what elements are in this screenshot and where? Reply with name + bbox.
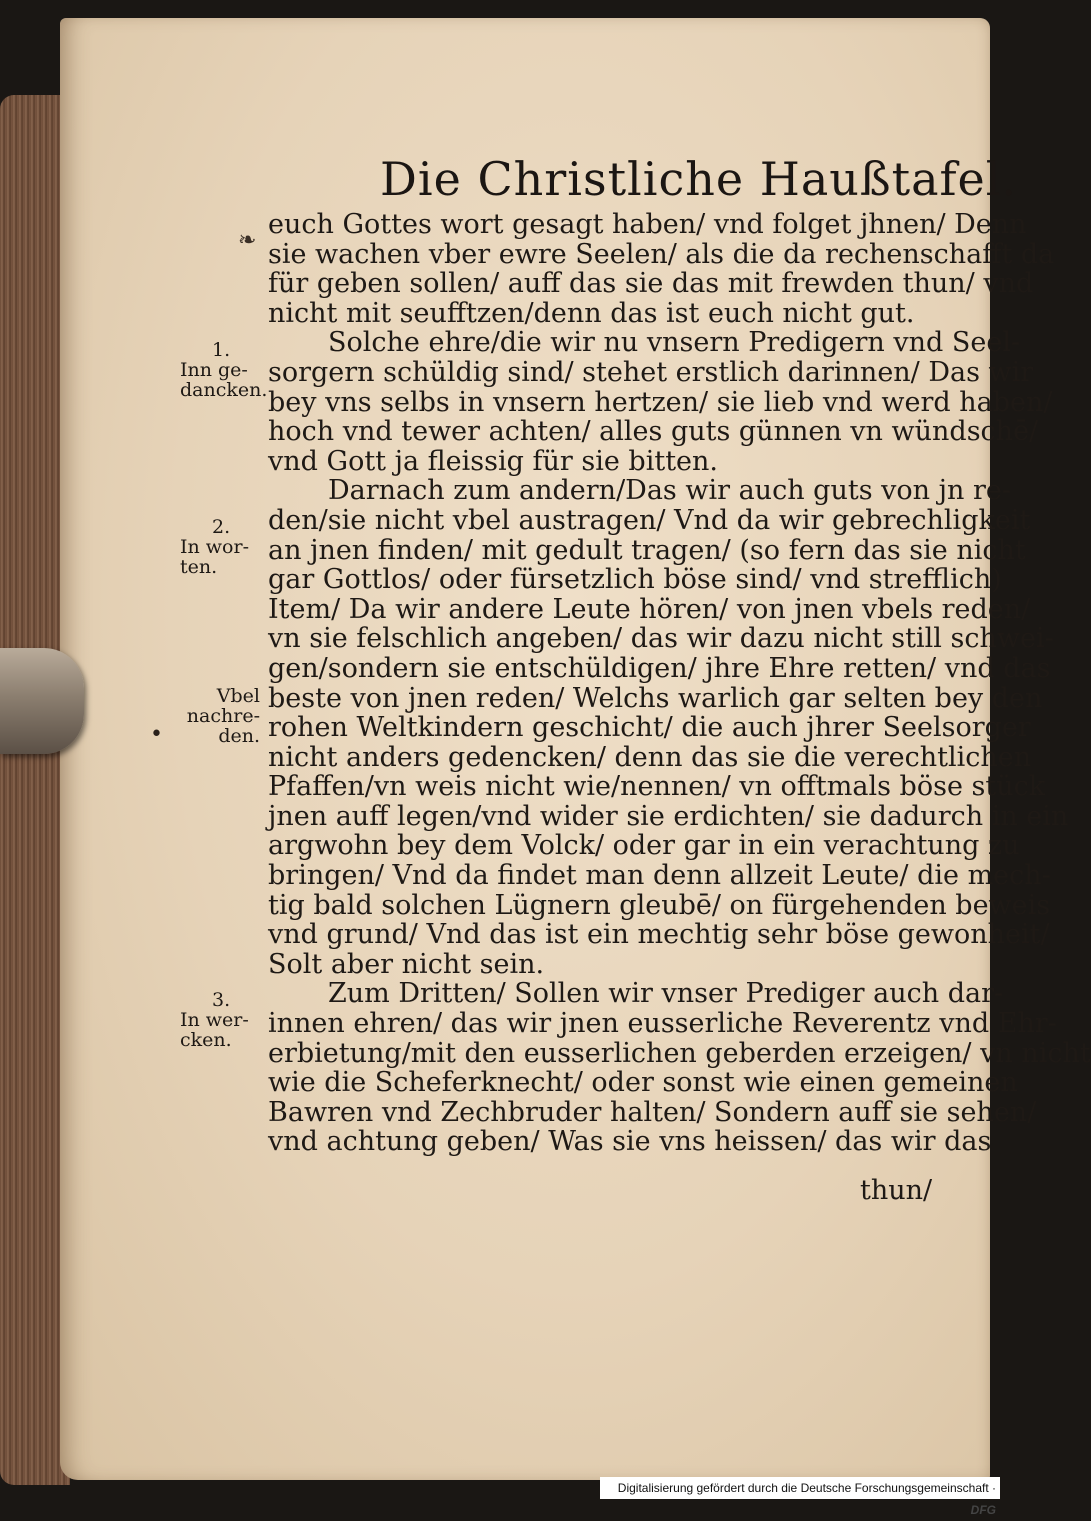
margin-note [180,686,270,746]
text-line: vn sie felschlich angeben/ das wir dazu nicht still schwei- [268,623,1054,655]
text-line: argwohn bey dem Volck/ oder gar in ein verachtung zu [268,830,1020,862]
text-line: beste von jnen reden/ Welchs warlich gar selten bey den [268,682,1043,714]
text-line: Solche ehre/die wir nu vnsern Predigern vnd Seel- [328,327,1021,359]
footer-credit [600,1477,1000,1517]
dfg-logo: DFG [970,1503,996,1517]
text-line: nicht anders gedencken/ denn das sie die verechtlichen [268,741,1032,773]
text-line: sie wachen vber ewre Seelen/ als die da rechenschafft da [268,238,1055,270]
text-line: vnd Gott ja fleissig für sie bitten. [268,445,718,477]
text-line: sorgern schüldig sind/ stehet erstlich darinnen/ Das wir [268,356,1034,388]
text-line: Solt aber nicht sein. [268,948,545,980]
text-line: vnd grund/ Vnd das ist ein mechtig sehr böse gewonheit/ [268,919,1050,951]
margin-note-text: Inn ge- dancken. [180,359,268,401]
catchword: thun/ [860,1175,933,1206]
text-line: bringen/ Vnd da findet man denn allzeit Leute/ die mech- [268,860,1051,892]
text-line: jnen auff legen/vnd wider sie erdichten/ sie dadurch in ein [268,800,1069,832]
text-line: Item/ Da wir andere Leute hören/ von jnen vbels reden/ [268,593,1031,625]
text-line: Darnach zum andern/Das wir auch guts von jn re- [328,475,1011,507]
text-line: tig bald solchen Lügnern gleubē/ on fürgehenden beweis [268,889,1051,921]
margin-note [180,990,270,1050]
text-line: vnd achtung geben/ Was sie vns heissen/ das wir das [268,1126,992,1158]
margin-note-text: Vbel nachre- den. [186,685,260,747]
text-line: euch Gottes wort gesagt haben/ vnd folget jhnen/ Denn [268,209,1027,240]
text-line: hoch vnd tewer achten/ alles guts günnen vn wündschē/ [268,416,1039,448]
body-text [268,209,1091,1158]
text-line: für geben sollen/ auff das sie das mit frewden thun/ vnd [268,268,1034,300]
text-line: rohen Weltkindern geschicht/ die auch jhrer Seelsorger [268,712,1031,744]
text-line: nicht mit seufftzen/denn das ist euch nicht gut. [268,297,915,329]
running-header: Die Christliche Haußtafel. [380,152,1018,206]
text-line: wie die Scheferknecht/ oder sonst wie einen gemeinen [268,1067,1018,1099]
margin-note-text: In wor- ten. [180,536,249,578]
text-line: den/sie nicht vbel austragen/ Vnd da wir gebrechligkeit [268,504,1031,536]
text-line: bey vns selbs in vnsern hertzen/ sie lieb vnd werd haben/ [268,386,1053,418]
text-line: gen/sondern sie entschüldigen/ jhre Ehre retten/ vnd das [268,652,1051,684]
footer-text: Digitalisierung gefördert durch die Deutsche Forschungsgemeinschaft · [617,1481,996,1495]
page-clip [0,648,84,754]
margin-note-number: 1. [212,339,231,361]
text-line: Pfaffen/vn weis nicht wie/nennen/ vn offtmals böse stück [268,771,1046,803]
margin-mark-icon: ❧ [238,228,257,253]
text-line: innen ehren/ das wir jnen eusserliche Reverentz vnd Ehr- [268,1008,1057,1040]
margin-dot-icon: • [150,722,163,747]
text-line: gar Gottlos/ oder fürsetzlich böse sind/ vnd strefflich) [268,564,1002,596]
margin-note [180,340,270,400]
text-line: an jnen finden/ mit gedult tragen/ (so fern das sie nicht [268,534,1026,566]
margin-note [180,517,270,577]
margin-note-number: 3. [212,989,231,1011]
text-line: Bawren vnd Zechbruder halten/ Sondern auff sie sehen/ [268,1096,1037,1128]
margin-note-text: In wer- cken. [180,1009,249,1051]
text-line: Zum Dritten/ Sollen wir vnser Prediger auch dar- [328,978,1004,1010]
margin-note-number: 2. [212,516,231,538]
text-line: erbietung/mit den eusserlichen geberden erzeigen/ vn nicht [268,1037,1091,1069]
